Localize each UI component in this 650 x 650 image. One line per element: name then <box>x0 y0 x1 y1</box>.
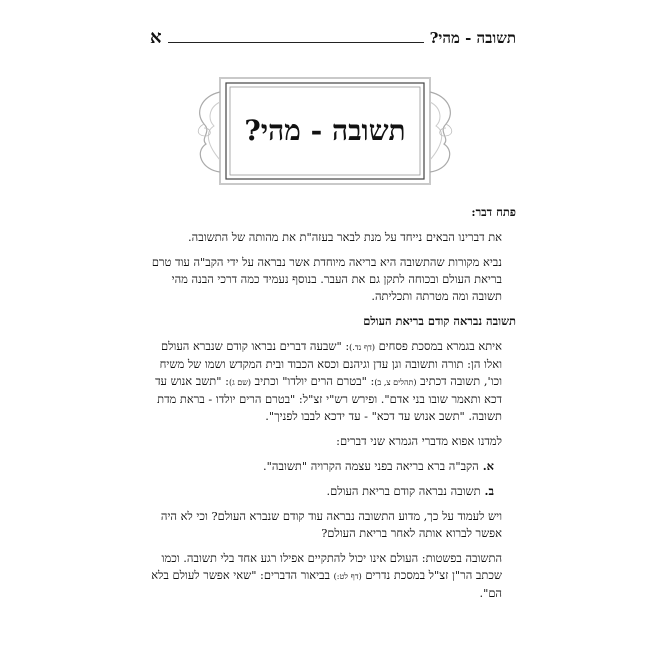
learn-intro: למדנו אפוא מדברי הגמרא שני דברים: <box>336 434 502 448</box>
list-letter-a: א. <box>482 459 494 473</box>
list-text-a: הקב"ה ברא בריאה בפני עצמה הקרויה "תשובה". <box>263 459 479 473</box>
gemara-ref-2: (תהלים צ, ב) <box>374 378 417 387</box>
answer-text-a: התשובה בפשטות: העולם אינו יכול להתקיים אפילו רגע אחד בלי תשובה. וכמו שכתב הר"ן זצ"ל במסכת נדרים <box>161 551 502 582</box>
running-header-title: תשובה - מהי? <box>429 29 516 47</box>
answer-paragraph <box>150 550 516 602</box>
running-header-rule <box>168 42 424 43</box>
gemara-ref-3: (שם ג) <box>228 378 252 387</box>
gemara-text-b: : "שבעה דברים נבראו קודם שנברא העולם ואלו הן: תורה ותשובה וגן עדן וגיהנם וכסא הכבוד ובית המקדש ושמו של משיח וכו', תשובה דכתיב <box>159 339 502 388</box>
gemara-text-a: איתא בגמרא במסכת פסחים <box>378 339 502 353</box>
list-item-a <box>150 458 516 475</box>
answer-text-b: בביאור הדברים: "שאי אפשר לעולם בלא הם". <box>151 568 502 600</box>
page-number-letter: א <box>150 27 162 48</box>
gemara-text-d: : "תשב אנוש עד דכא ותאמר שובו בני אדם". ופירש רש"י זצ"ל: "בטרם הרים יולדו - בראת מדת תשובה. "תשב אנוש עד דכא" - עד ידכא לבבו לפניך". <box>155 374 502 423</box>
chapter-title-frame <box>190 72 460 190</box>
list-text-b: תשובה נבראה קודם בריאת העולם. <box>326 484 481 498</box>
opening-paragraph-2: נביא מקורות שהתשובה היא בריאה מיוחדת אשר נבראה על ידי הקב"ה עוד טרם בריאת העולם ובכוחה לתקן גם את העבר. בנוסף נעמיד כמה דרכי הבנה מהי תשובה ומה מטרתה ותכליתה. <box>151 255 502 303</box>
question-paragraph: ויש לעמוד על כך, מדוע התשובה נבראה עוד קודם שנברא העולם? וכי לא היה אפשר לברוא אותה לאחר בריאת העולם? <box>160 509 502 540</box>
opening-heading: פתח דבר: <box>471 205 516 219</box>
running-header <box>150 24 516 48</box>
answer-ref: (דף לט:) <box>333 572 362 581</box>
list-item-b <box>150 483 516 500</box>
gemara-text-c: : "בטרם הרים יולדו" וכתיב <box>254 374 375 388</box>
gemara-paragraph <box>150 338 516 425</box>
body-text <box>150 204 516 610</box>
chapter-title: תשובה - מהי? <box>244 114 406 147</box>
opening-paragraph-1: את דברינו הבאים נייחד על מנת לבאר בעזה"ת את מהותה של התשובה. <box>188 230 502 244</box>
gemara-ref-1: (דף נד.) <box>349 343 375 352</box>
section-heading: תשובה נבראה קודם בריאת העולם <box>363 314 516 328</box>
list-letter-b: ב. <box>484 484 494 498</box>
